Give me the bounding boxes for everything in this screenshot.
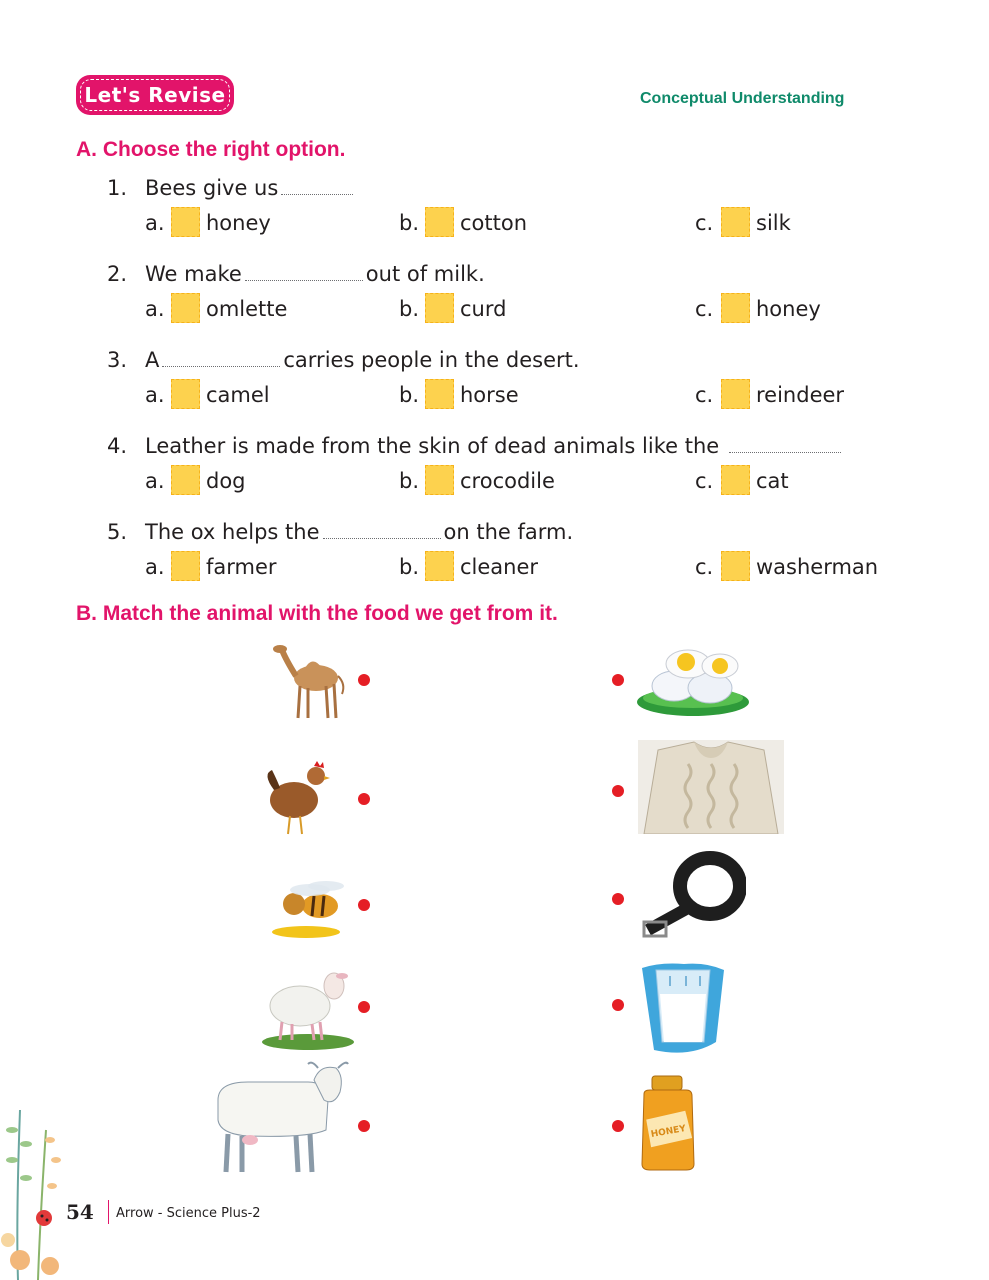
match-dot-hen[interactable] bbox=[358, 793, 370, 805]
page-number: 54 bbox=[66, 1200, 94, 1224]
question-3: 3. A carries people in the desert. bbox=[107, 348, 580, 372]
sweater-picture bbox=[638, 740, 784, 834]
option-checkbox[interactable] bbox=[721, 293, 750, 323]
q1-option-b[interactable]: b. cotton bbox=[399, 209, 527, 239]
option-checkbox[interactable] bbox=[425, 465, 454, 495]
q4-option-b[interactable]: b. crocodile bbox=[399, 467, 555, 497]
badge-label: Let's Revise bbox=[80, 79, 230, 111]
question-1 bbox=[107, 175, 356, 201]
match-dot-sheep[interactable] bbox=[358, 1001, 370, 1013]
option-checkbox[interactable] bbox=[171, 465, 200, 495]
answer-blank[interactable] bbox=[281, 180, 353, 195]
q2-option-c[interactable]: c. honey bbox=[695, 295, 821, 325]
option-checkbox[interactable] bbox=[721, 207, 750, 237]
match-dot-eggs[interactable] bbox=[612, 674, 624, 686]
q5-option-c[interactable]: c. washerman bbox=[695, 553, 878, 583]
book-title: Arrow - Science Plus-2 bbox=[116, 1206, 261, 1221]
belt-picture bbox=[634, 850, 746, 940]
option-checkbox[interactable] bbox=[425, 207, 454, 237]
section-a-title: A. Choose the right option. bbox=[76, 138, 346, 161]
option-checkbox[interactable] bbox=[721, 551, 750, 581]
option-checkbox[interactable] bbox=[171, 207, 200, 237]
eggs-picture bbox=[634, 640, 752, 720]
option-checkbox[interactable] bbox=[425, 551, 454, 581]
q5-option-a[interactable]: a. farmer bbox=[145, 553, 277, 583]
milk-glass-picture bbox=[640, 962, 726, 1054]
question-number: 1. bbox=[107, 176, 128, 200]
option-checkbox[interactable] bbox=[171, 379, 200, 409]
q3-option-b[interactable]: b. horse bbox=[399, 381, 519, 411]
q4-option-c[interactable]: c. cat bbox=[695, 467, 789, 497]
option-checkbox[interactable] bbox=[425, 379, 454, 409]
sheep-picture bbox=[258, 956, 354, 1052]
question-2: 2. We make out of milk. bbox=[107, 262, 485, 286]
honey-jar-label: HONEY bbox=[650, 1123, 687, 1140]
match-dot-honey[interactable] bbox=[612, 1120, 624, 1132]
lets-revise-badge bbox=[76, 75, 234, 115]
q4-option-a[interactable]: a. dog bbox=[145, 467, 246, 497]
honey-jar-picture bbox=[638, 1072, 702, 1174]
answer-blank[interactable] bbox=[162, 352, 280, 367]
match-dot-belt[interactable] bbox=[612, 893, 624, 905]
answer-blank[interactable] bbox=[245, 266, 363, 281]
option-checkbox[interactable] bbox=[721, 379, 750, 409]
option-checkbox[interactable] bbox=[171, 293, 200, 323]
match-dot-sweater[interactable] bbox=[612, 785, 624, 797]
match-dot-bee[interactable] bbox=[358, 899, 370, 911]
option-checkbox[interactable] bbox=[171, 551, 200, 581]
match-dot-cow[interactable] bbox=[358, 1120, 370, 1132]
q5-option-b[interactable]: b. cleaner bbox=[399, 553, 538, 583]
footer-divider bbox=[108, 1200, 109, 1224]
question-5: 5. The ox helps the on the farm. bbox=[107, 520, 574, 544]
question-4: 4. Leather is made from the skin of dead animals like the bbox=[107, 433, 844, 459]
answer-blank[interactable] bbox=[729, 438, 841, 453]
answer-blank[interactable] bbox=[323, 524, 441, 539]
option-checkbox[interactable] bbox=[721, 465, 750, 495]
q1-option-c[interactable]: c. silk bbox=[695, 209, 791, 239]
q3-option-a[interactable]: a. camel bbox=[145, 381, 270, 411]
camel-picture bbox=[268, 640, 350, 722]
flower-decoration-icon bbox=[0, 1100, 70, 1280]
question-text: Bees give us bbox=[145, 176, 279, 200]
q2-option-a[interactable]: a. omlette bbox=[145, 295, 287, 325]
section-b-title: B. Match the animal with the food we get from it. bbox=[76, 602, 558, 625]
conceptual-understanding-tag: Conceptual Understanding bbox=[640, 90, 845, 107]
q2-option-b[interactable]: b. curd bbox=[399, 295, 506, 325]
bee-picture bbox=[266, 876, 348, 938]
cow-picture bbox=[208, 1060, 350, 1174]
q1-option-a[interactable]: a. honey bbox=[145, 209, 271, 239]
match-dot-camel[interactable] bbox=[358, 674, 370, 686]
match-dot-milk[interactable] bbox=[612, 999, 624, 1011]
option-checkbox[interactable] bbox=[425, 293, 454, 323]
hen-picture bbox=[262, 760, 332, 838]
q3-option-c[interactable]: c. reindeer bbox=[695, 381, 844, 411]
